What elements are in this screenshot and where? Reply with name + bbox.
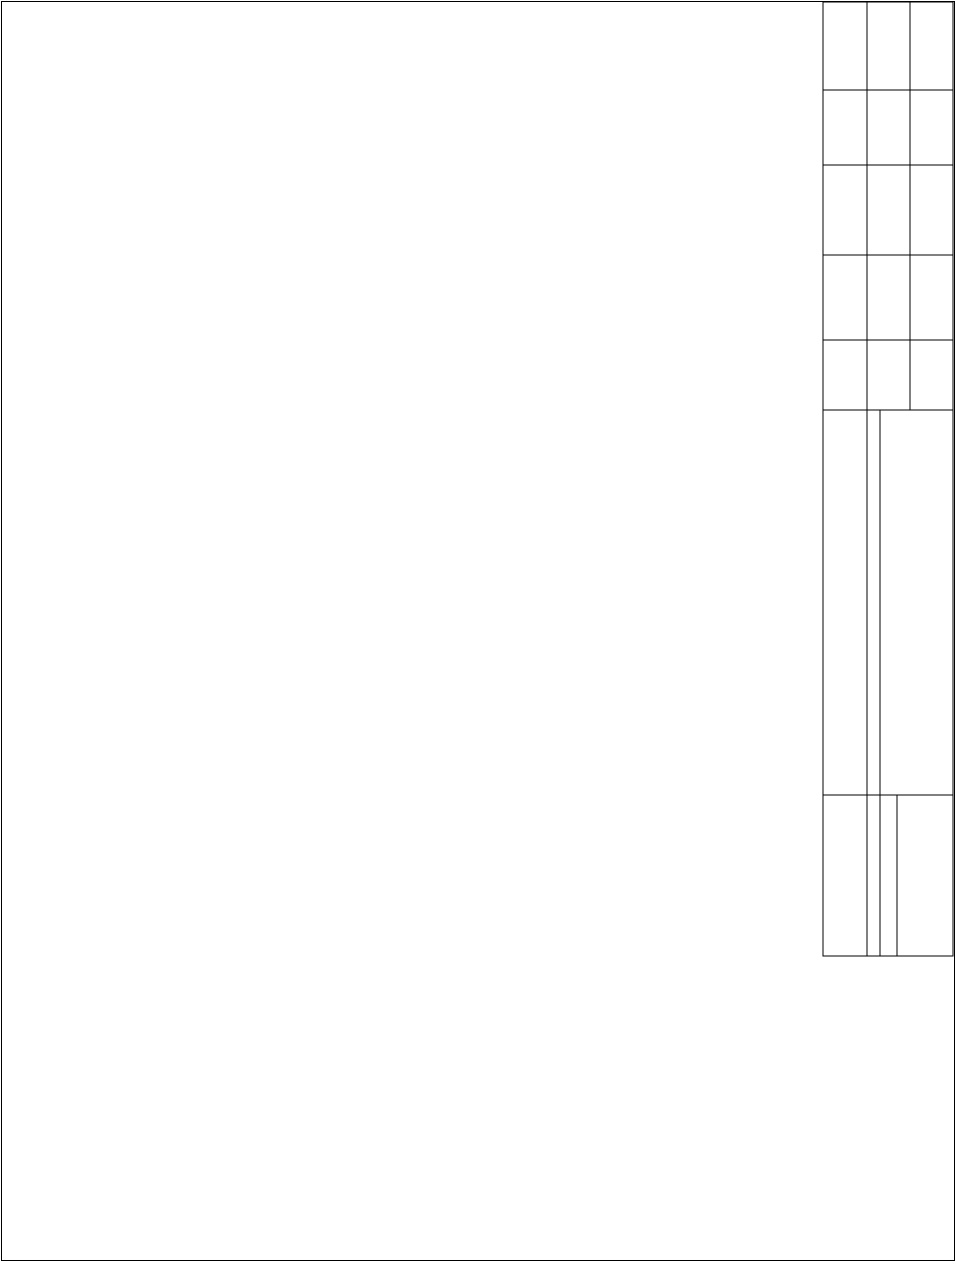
title-block: [823, 2, 953, 956]
sheet-border: [2, 2, 955, 1261]
